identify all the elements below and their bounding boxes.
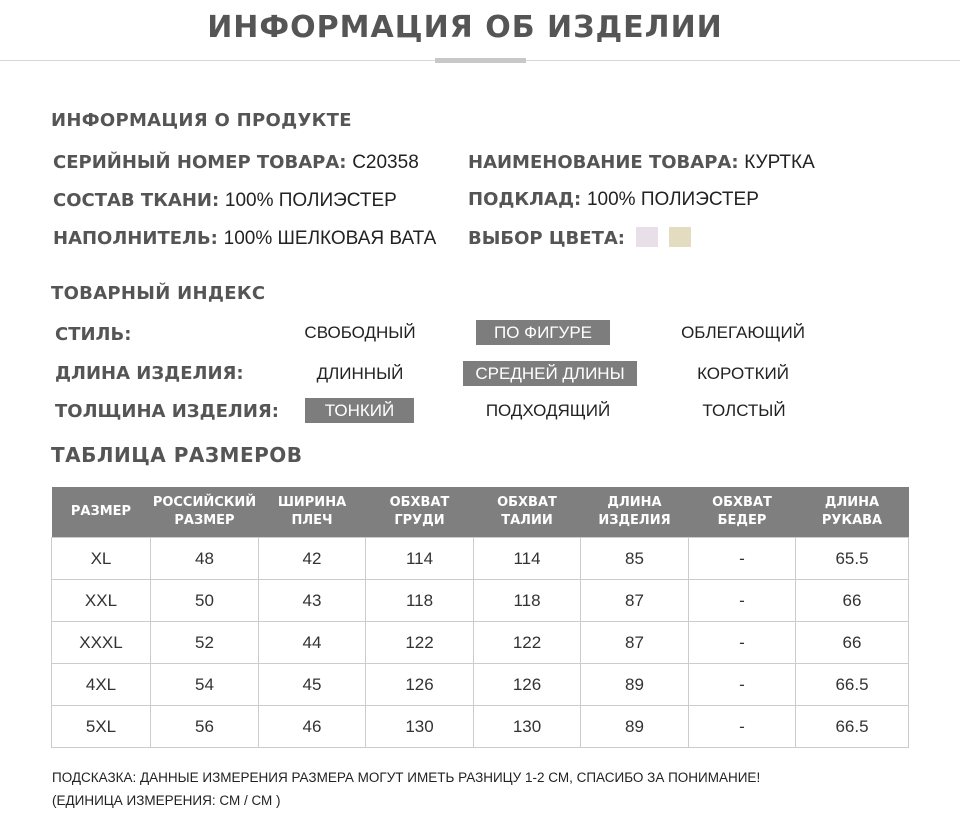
table-cell: 66 xyxy=(796,622,909,664)
table-cell: 118 xyxy=(366,580,474,622)
table-cell: 50 xyxy=(151,580,259,622)
product-name-value: КУРТКА xyxy=(744,152,815,173)
length-option-medium: СРЕДНЕЙ ДЛИНЫ xyxy=(463,361,637,386)
units-note: (ЕДИНИЦА ИЗМЕРЕНИЯ: СМ / СМ ) xyxy=(52,793,281,808)
table-cell: 122 xyxy=(366,622,474,664)
table-cell: - xyxy=(689,664,796,706)
table-cell: - xyxy=(689,622,796,664)
color-choice-label: ВЫБОР ЦВЕТА: xyxy=(468,228,625,249)
table-row xyxy=(52,580,909,622)
table-cell: 130 xyxy=(474,706,581,748)
product-index-heading: ТОВАРНЫЙ ИНДЕКС xyxy=(51,283,266,304)
size-table-column-header: ДЛИНА ИЗДЕЛИЯ xyxy=(581,487,689,538)
table-cell: XXXL xyxy=(52,622,151,664)
table-cell: 52 xyxy=(151,622,259,664)
size-table-column-header: ДЛИНА РУКАВА xyxy=(796,487,909,538)
serial-number-label: СЕРИЙНЫЙ НОМЕР ТОВАРА: xyxy=(53,152,347,173)
length-label: ДЛИНА ИЗДЕЛИЯ: xyxy=(55,363,244,384)
table-cell: 130 xyxy=(366,706,474,748)
table-cell: 4XL xyxy=(52,664,151,706)
lining-label: ПОДКЛАД: xyxy=(468,189,582,210)
size-table-column-header: ОБХВАТ БЕДЕР xyxy=(689,487,796,538)
style-option-tight: ОБЛЕГАЮЩИЙ xyxy=(681,323,805,342)
color-choice-row xyxy=(468,227,691,249)
table-cell: - xyxy=(689,538,796,580)
thickness-label: ТОЛЩИНА ИЗДЕЛИЯ: xyxy=(55,401,279,422)
product-name-row xyxy=(468,152,815,174)
thickness-option-thick: ТОЛСТЫЙ xyxy=(702,401,786,420)
filler-value: 100% ШЕЛКОВАЯ ВАТА xyxy=(223,228,437,249)
style-option-loose: СВОБОДНЫЙ xyxy=(304,323,416,342)
thickness-option-thin: ТОНКИЙ xyxy=(305,398,414,423)
table-cell: 89 xyxy=(581,664,689,706)
product-info-heading: ИНФОРМАЦИЯ О ПРОДУКТЕ xyxy=(51,110,352,131)
size-table-heading: ТАБЛИЦА РАЗМЕРОВ xyxy=(51,443,303,467)
size-table-column-header: ШИРИНА ПЛЕЧ xyxy=(259,487,366,538)
serial-number-value: C20358 xyxy=(352,152,419,173)
size-hint-note: ПОДСКАЗКА: ДАННЫЕ ИЗМЕРЕНИЯ РАЗМЕРА МОГУТ ИМЕТЬ РАЗНИЦУ 1-2 СМ, СПАСИБО ЗА ПОНИМАНИЕ! xyxy=(52,770,761,785)
table-cell: 126 xyxy=(474,664,581,706)
table-cell: 114 xyxy=(366,538,474,580)
table-cell: 126 xyxy=(366,664,474,706)
table-cell: 44 xyxy=(259,622,366,664)
table-cell: 66.5 xyxy=(796,664,909,706)
table-cell: XL xyxy=(52,538,151,580)
table-cell: XXL xyxy=(52,580,151,622)
product-name-label: НАИМЕНОВАНИЕ ТОВАРА: xyxy=(468,152,739,173)
size-table-column-header: РАЗМЕР xyxy=(52,487,151,538)
style-option-fitted: ПО ФИГУРЕ xyxy=(476,320,610,345)
table-cell: 85 xyxy=(581,538,689,580)
color-swatch-beige[interactable] xyxy=(669,227,691,247)
size-table xyxy=(51,487,909,748)
length-option-long: ДЛИННЫЙ xyxy=(316,364,404,383)
table-row xyxy=(52,622,909,664)
table-row xyxy=(52,538,909,580)
filler-label: НАПОЛНИТЕЛЬ: xyxy=(53,228,218,249)
table-cell: 56 xyxy=(151,706,259,748)
thickness-option-medium: ПОДХОДЯЩИЙ xyxy=(485,401,611,420)
table-cell: 66.5 xyxy=(796,706,909,748)
table-row xyxy=(52,706,909,748)
length-option-short: КОРОТКИЙ xyxy=(697,364,789,383)
size-table-column-header: ОБХВАТ ТАЛИИ xyxy=(474,487,581,538)
table-cell: 87 xyxy=(581,580,689,622)
table-cell: 114 xyxy=(474,538,581,580)
fabric-row xyxy=(53,190,397,212)
table-cell: 46 xyxy=(259,706,366,748)
table-cell: 89 xyxy=(581,706,689,748)
table-cell: 48 xyxy=(151,538,259,580)
table-row xyxy=(52,664,909,706)
table-cell: 45 xyxy=(259,664,366,706)
table-cell: 66 xyxy=(796,580,909,622)
table-cell: 87 xyxy=(581,622,689,664)
table-cell: 54 xyxy=(151,664,259,706)
lining-row xyxy=(468,189,759,211)
title-accent-bar xyxy=(435,58,526,63)
table-cell: 122 xyxy=(474,622,581,664)
table-cell: 65.5 xyxy=(796,538,909,580)
table-cell: - xyxy=(689,706,796,748)
table-cell: 43 xyxy=(259,580,366,622)
filler-row xyxy=(53,228,436,250)
color-swatch-lilac[interactable] xyxy=(636,227,658,247)
table-cell: 42 xyxy=(259,538,366,580)
page-title: ИНФОРМАЦИЯ ОБ ИЗДЕЛИИ xyxy=(207,10,723,45)
table-cell: - xyxy=(689,580,796,622)
size-table-column-header: РОССИЙСКИЙ РАЗМЕР xyxy=(151,487,259,538)
table-cell: 5XL xyxy=(52,706,151,748)
lining-value: 100% ПОЛИЭСТЕР xyxy=(586,189,759,210)
fabric-value: 100% ПОЛИЭСТЕР xyxy=(224,190,397,211)
size-table-header-row xyxy=(52,487,909,538)
serial-number-row xyxy=(53,152,419,174)
table-cell: 118 xyxy=(474,580,581,622)
fabric-label: СОСТАВ ТКАНИ: xyxy=(53,190,220,211)
style-label: СТИЛЬ: xyxy=(55,324,132,345)
size-table-column-header: ОБХВАТ ГРУДИ xyxy=(366,487,474,538)
